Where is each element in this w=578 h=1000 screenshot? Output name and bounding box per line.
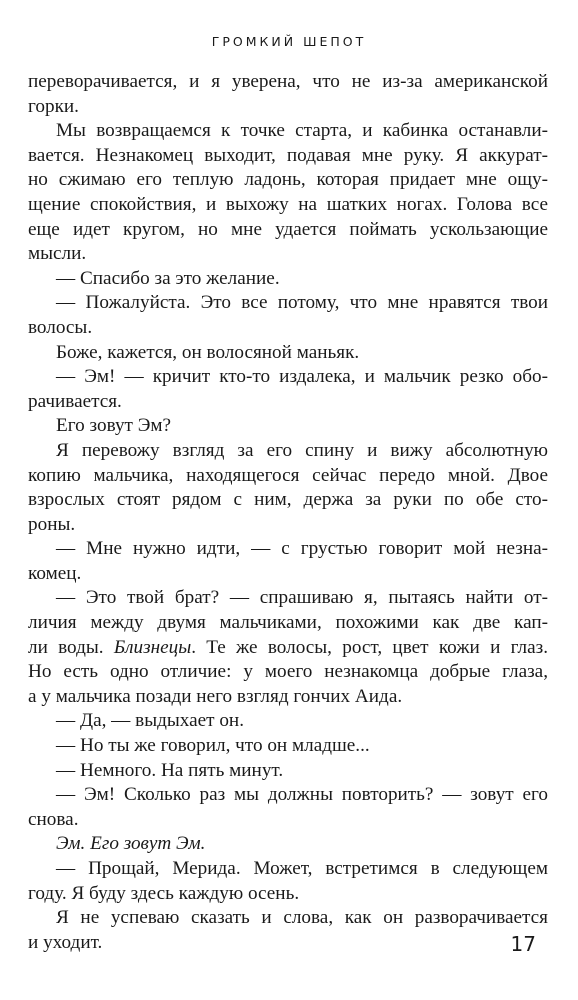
text-line: — Эм! — кричит кто-то издалека, и мальчик резко обо-	[56, 366, 548, 388]
text-line: Мы возвращаемся к точке старта, и кабинка останавли-	[56, 120, 548, 142]
text-line: — Пожалуйста. Это все потому, что мне нравятся твои	[56, 292, 548, 314]
text-line: — Мне нужно идти, — с грустью говорит мой незна-	[56, 538, 548, 560]
text-line: и уходит.	[28, 931, 103, 953]
text-line: комец.	[28, 562, 82, 584]
text-line: копию мальчика, находящегося сейчас передо мной. Двое	[28, 464, 548, 486]
body-text	[28, 70, 548, 955]
text-line: еще идет кругом, но мне удается поймать ускользающие	[28, 218, 548, 240]
text-line: — Эм! Сколько раз мы должны повторить? — зовут его	[56, 784, 548, 806]
text-line: Я перевожу взгляд за его спину и вижу абсолютную	[56, 439, 548, 461]
text-line: рачивается.	[28, 390, 122, 412]
text-line: но сжимаю его теплую ладонь, которая придает мне ощу-	[28, 169, 548, 191]
text-line: личия между двумя мальчиками, похожими как две кап-	[28, 612, 548, 634]
text-line: волосы.	[28, 316, 93, 338]
text-line: щение спокойствия, и выхожу на шатких ногах. Голова все	[28, 193, 548, 215]
italic-word: Близнецы	[113, 636, 192, 658]
text-run: ли воды.	[28, 636, 114, 658]
text-line: роны.	[28, 513, 76, 535]
text-line: переворачивается, и я уверена, что не из-за американской	[28, 71, 548, 92]
text-line: — Спасибо за это желание.	[56, 267, 280, 289]
text-run: . Те же волосы, рост, цвет кожи и глаз.	[191, 636, 548, 658]
text-line: мысли.	[28, 243, 87, 265]
text-line: Боже, кажется, он волосяной маньяк.	[56, 341, 360, 363]
text-line: — Да, — выдыхает он.	[56, 710, 244, 732]
text-line: Его зовут Эм?	[56, 415, 172, 437]
text-line: — Это твой брат? — спрашиваю я, пытаясь найти от-	[56, 587, 548, 609]
text-line: горки.	[28, 95, 79, 117]
text-line: — Прощай, Мерида. Может, встретимся в следующем	[56, 858, 548, 879]
text-line: вается. Незнакомец выходит, подавая мне руку. Я аккурат-	[28, 144, 548, 166]
text-line: — Но ты же говорил, что он младше...	[56, 735, 370, 757]
text-line-with-italic	[28, 636, 548, 661]
text-line: — Немного. На пять минут.	[56, 759, 284, 781]
text-line: взрослых стоят рядом с ним, держа за руки по обе сто-	[28, 489, 548, 511]
text-line: Но есть одно отличие: у моего незнакомца добрые глаза,	[28, 661, 548, 683]
text-line: году. Я буду здесь каждую осень.	[28, 882, 300, 904]
text-line: Я не успеваю сказать и слова, как он разворачивается	[56, 907, 548, 929]
text-line: а у мальчика позади него взгляд гончих Аида.	[28, 685, 403, 707]
page-number: 17	[510, 932, 536, 956]
running-head: ГРОМКИЙ ШЕПОТ	[211, 34, 367, 49]
text-line: снова.	[28, 808, 79, 830]
italic-line: Эм. Его зовут Эм.	[56, 833, 206, 855]
